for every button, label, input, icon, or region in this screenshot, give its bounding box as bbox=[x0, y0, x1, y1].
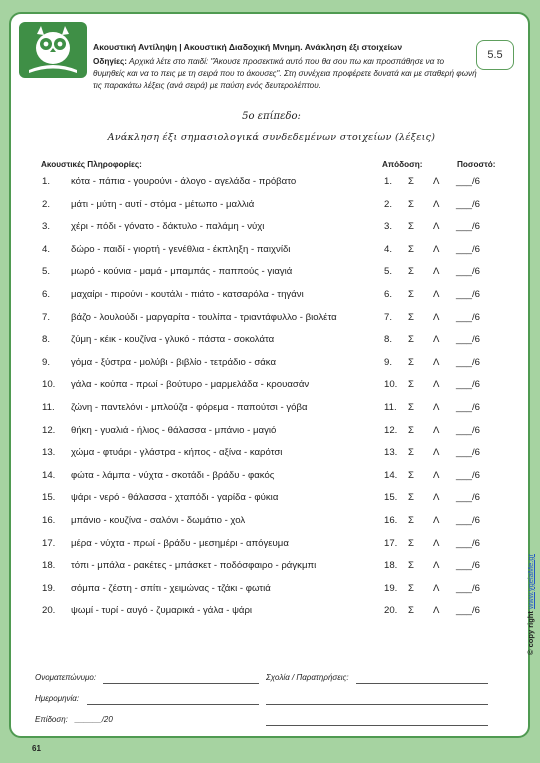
table-row bbox=[11, 266, 532, 286]
table-row bbox=[11, 221, 532, 241]
response-number: 11. bbox=[384, 402, 397, 413]
wrong-option[interactable]: Λ bbox=[433, 176, 440, 187]
level-heading: 5ο επίπεδο: bbox=[242, 111, 301, 122]
response-number: 7. bbox=[384, 311, 393, 323]
correct-option[interactable]: Σ bbox=[408, 221, 414, 233]
score-blank: ___/6 bbox=[456, 492, 481, 504]
item-number: 15. bbox=[42, 492, 56, 504]
score-blank: ___/6 bbox=[456, 402, 481, 413]
table-row bbox=[11, 560, 532, 580]
wrong-option[interactable]: Λ bbox=[433, 447, 440, 459]
wrong-option[interactable]: Λ bbox=[433, 469, 440, 481]
item-number: 12. bbox=[42, 424, 56, 436]
item-number: 8. bbox=[42, 334, 51, 346]
table-row bbox=[11, 538, 532, 558]
wrong-option[interactable]: Λ bbox=[433, 198, 440, 210]
correct-option[interactable]: Σ bbox=[408, 515, 414, 526]
table-row bbox=[11, 379, 532, 399]
score-blank: ___/6 bbox=[456, 560, 481, 572]
response-number: 2. bbox=[384, 198, 393, 210]
table-row bbox=[11, 583, 532, 603]
item-number: 19. bbox=[42, 582, 56, 594]
word-sequence: μέρα - νύχτα - πρωί - βράδυ - μεσημέρι - απόγευμα bbox=[71, 537, 289, 549]
correct-option[interactable]: Σ bbox=[408, 379, 414, 391]
table-row bbox=[11, 447, 532, 467]
score-value: ______/20 bbox=[75, 715, 113, 724]
score-blank: ___/6 bbox=[456, 447, 481, 459]
item-number: 10. bbox=[42, 379, 56, 391]
response-number: 16. bbox=[384, 515, 398, 526]
score-blank: ___/6 bbox=[456, 289, 481, 300]
score-blank: ___/6 bbox=[456, 424, 481, 436]
response-number: 19. bbox=[384, 582, 398, 594]
table-row bbox=[11, 334, 532, 354]
notes-line-3[interactable] bbox=[266, 725, 488, 726]
wrong-option[interactable]: Λ bbox=[433, 356, 440, 368]
table-row bbox=[11, 402, 532, 422]
wrong-option[interactable]: Λ bbox=[433, 605, 440, 617]
word-sequence: μπάνιο - κουζίνα - σαλόνι - δωμάτιο - χολ bbox=[71, 515, 246, 526]
score-blank: ___/6 bbox=[456, 198, 481, 210]
score-blank: ___/6 bbox=[456, 605, 481, 617]
correct-option[interactable]: Σ bbox=[408, 447, 414, 459]
wrong-option[interactable]: Λ bbox=[433, 243, 440, 255]
table-row bbox=[11, 492, 532, 512]
copyright-label: © copy right bbox=[526, 609, 535, 655]
word-sequence: ψάρι - νερό - θάλασσα - χταπόδι - γαρίδα - φύκια bbox=[71, 492, 279, 504]
response-number: 12. bbox=[384, 424, 398, 436]
wrong-option[interactable]: Λ bbox=[433, 402, 440, 413]
response-number: 1. bbox=[384, 176, 393, 187]
table-row bbox=[11, 176, 532, 196]
wrong-option[interactable]: Λ bbox=[433, 221, 440, 233]
word-sequence: γόμα - ξύστρα - μολύβι - βιβλίο - τετράδιο - σάκα bbox=[71, 356, 277, 368]
word-sequence: γάλα - κούπα - πρωί - βούτυρο - μαρμελάδα - κρουασάν bbox=[71, 379, 310, 391]
score-blank: ___/6 bbox=[456, 176, 481, 187]
instructions-label: Οδηγίες: bbox=[93, 57, 128, 66]
word-sequence: τόπι - μπάλα - ρακέτες - μπάσκετ - ποδόσφαιρο - ράγκμπι bbox=[71, 560, 317, 572]
word-sequence: ζύμη - κέικ - κουζίνα - γλυκό - πάστα - σοκολάτα bbox=[71, 334, 275, 346]
score-label: Επίδοση: bbox=[35, 715, 68, 724]
word-sequence: μάτι - μύτη - αυτί - στόμα - μέτωπο - μαλλιά bbox=[71, 198, 255, 210]
exercise-number-badge: 5.5 bbox=[476, 40, 514, 70]
word-sequence: φώτα - λάμπα - νύχτα - σκοτάδι - βράδυ - φακός bbox=[71, 469, 275, 481]
item-number: 18. bbox=[42, 560, 56, 572]
score-blank: ___/6 bbox=[456, 582, 481, 594]
notes-line-2[interactable] bbox=[266, 704, 488, 705]
item-number: 17. bbox=[42, 537, 56, 549]
page-number: 61 bbox=[32, 744, 41, 753]
word-sequence: δώρο - παιδί - γιορτή - γενέθλια - έκπληξη - παιχνίδι bbox=[71, 243, 291, 255]
column-header-response: Απόδοση: bbox=[382, 160, 423, 169]
name-line[interactable] bbox=[103, 683, 259, 684]
response-number: 14. bbox=[384, 469, 398, 481]
response-number: 13. bbox=[384, 447, 398, 459]
exercise-subtitle: Ανάκληση έξι σημασιολογικά συνδεδεμένων στοιχείων (λέξεις) bbox=[107, 132, 436, 143]
table-row bbox=[11, 244, 532, 264]
word-sequence: κότα - πάπια - γουρούνι - άλογο - αγελάδα - πρόβατο bbox=[71, 176, 297, 187]
item-number: 16. bbox=[42, 515, 56, 526]
correct-option[interactable]: Σ bbox=[408, 198, 414, 210]
item-number: 6. bbox=[42, 289, 51, 300]
correct-option[interactable]: Σ bbox=[408, 492, 414, 504]
word-sequence: θήκη - γυαλιά - ήλιος - θάλασσα - μπάνιο - μαγιό bbox=[71, 424, 277, 436]
response-number: 20. bbox=[384, 605, 398, 617]
copyright-link[interactable]: www.ygeiaMe.gr bbox=[526, 554, 535, 610]
owl-book-logo-icon bbox=[19, 22, 87, 78]
worksheet-title: Ακουστική Αντίληψη | Ακουστική Διαδοχική Μνημη. Ανάκληση έξι στοιχείων bbox=[93, 42, 403, 52]
table-row bbox=[11, 199, 532, 219]
instructions bbox=[93, 56, 478, 92]
word-sequence: βάζο - λουλούδι - μαργαρίτα - τουλίπα - τριαντάφυλλο - βιολέτα bbox=[71, 311, 337, 323]
response-number: 15. bbox=[384, 492, 398, 504]
score-blank: ___/6 bbox=[456, 266, 481, 278]
item-number: 4. bbox=[42, 243, 51, 255]
column-header-percent: Ποσοστό: bbox=[457, 160, 496, 169]
correct-option[interactable]: Σ bbox=[408, 356, 414, 368]
table-row bbox=[11, 312, 532, 332]
correct-option[interactable]: Σ bbox=[408, 402, 414, 413]
score-blank: ___/6 bbox=[456, 356, 481, 368]
response-number: 4. bbox=[384, 243, 393, 255]
correct-option[interactable]: Σ bbox=[408, 243, 414, 255]
word-sequence: ζώνη - παντελόνι - μπλούζα - φόρεμα - παπούτσι - γόβα bbox=[71, 402, 308, 413]
correct-option[interactable]: Σ bbox=[408, 424, 414, 436]
correct-option[interactable]: Σ bbox=[408, 605, 414, 617]
wrong-option[interactable]: Λ bbox=[433, 515, 440, 526]
table-row bbox=[11, 515, 532, 535]
correct-option[interactable]: Σ bbox=[408, 582, 414, 594]
item-number: 9. bbox=[42, 356, 51, 368]
worksheet-card bbox=[9, 12, 535, 738]
response-number: 9. bbox=[384, 356, 393, 368]
correct-option[interactable]: Σ bbox=[408, 334, 414, 346]
item-number: 3. bbox=[42, 221, 51, 233]
wrong-option[interactable]: Λ bbox=[433, 537, 440, 549]
wrong-option[interactable]: Λ bbox=[433, 424, 440, 436]
word-sequence: μαχαίρι - πιρούνι - κουτάλι - πιάτο - κατσαρόλα - τηγάνι bbox=[71, 289, 304, 300]
date-label: Ημερομηνία: bbox=[35, 694, 80, 703]
date-line[interactable] bbox=[87, 704, 259, 705]
table-row bbox=[11, 470, 532, 490]
item-number: 14. bbox=[42, 469, 56, 481]
score-blank: ___/6 bbox=[456, 221, 481, 233]
correct-option[interactable]: Σ bbox=[408, 289, 414, 300]
item-number: 11. bbox=[42, 402, 55, 413]
wrong-option[interactable]: Λ bbox=[433, 334, 440, 346]
score-blank: ___/6 bbox=[456, 515, 481, 526]
table-row bbox=[11, 425, 532, 445]
item-number: 13. bbox=[42, 447, 56, 459]
response-number: 17. bbox=[384, 537, 398, 549]
column-header-info: Ακουστικές Πληροφορίες: bbox=[41, 160, 142, 169]
item-number: 5. bbox=[42, 266, 51, 278]
table-row bbox=[11, 605, 532, 625]
word-sequence: μωρό - κούνια - μαμά - μπαμπάς - παππούς - γιαγιά bbox=[71, 266, 293, 278]
word-sequence: ψωμί - τυρί - αυγό - ζυμαρικά - γάλα - ψάρι bbox=[71, 605, 253, 617]
correct-option[interactable]: Σ bbox=[408, 560, 414, 572]
table-row bbox=[11, 357, 532, 377]
table-row bbox=[11, 289, 532, 309]
correct-option[interactable]: Σ bbox=[408, 266, 414, 278]
wrong-option[interactable]: Λ bbox=[433, 492, 440, 504]
response-number: 6. bbox=[384, 289, 393, 300]
name-label: Ονοματεπώνυμο: bbox=[35, 673, 97, 682]
score-blank: ___/6 bbox=[456, 469, 481, 481]
wrong-option[interactable]: Λ bbox=[433, 266, 440, 278]
wrong-option[interactable]: Λ bbox=[433, 582, 440, 594]
score-blank: ___/6 bbox=[456, 311, 481, 323]
score-blank: ___/6 bbox=[456, 379, 481, 391]
correct-option[interactable]: Σ bbox=[408, 537, 414, 549]
copyright-note bbox=[526, 554, 535, 655]
score-blank: ___/6 bbox=[456, 243, 481, 255]
response-number: 18. bbox=[384, 560, 398, 572]
item-number: 1. bbox=[42, 176, 51, 187]
item-number: 20. bbox=[42, 605, 56, 617]
wrong-option[interactable]: Λ bbox=[433, 379, 440, 391]
score-blank: ___/6 bbox=[456, 334, 481, 346]
wrong-option[interactable]: Λ bbox=[433, 311, 440, 323]
word-sequence: χέρι - πόδι - γόνατο - δάκτυλο - παλάμη - νύχι bbox=[71, 221, 265, 233]
item-number: 7. bbox=[42, 311, 51, 323]
response-number: 8. bbox=[384, 334, 393, 346]
response-number: 5. bbox=[384, 266, 393, 278]
wrong-option[interactable]: Λ bbox=[433, 560, 440, 572]
school-label: Σχολία / Παρατηρήσεις: bbox=[266, 673, 349, 682]
score-blank: ___/6 bbox=[456, 537, 481, 549]
correct-option[interactable]: Σ bbox=[408, 469, 414, 481]
wrong-option[interactable]: Λ bbox=[433, 289, 440, 300]
word-sequence: χώμα - φτυάρι - γλάστρα - κήπος - αξίνα - καρότσι bbox=[71, 447, 283, 459]
word-sequence: σόμπα - ζέστη - σπίτι - χειμώνας - τζάκι - φωτιά bbox=[71, 582, 271, 594]
school-line[interactable] bbox=[356, 683, 488, 684]
instructions-text: Αρχικά λέτε στο παιδί: "Άκουσε προσεκτικά αυτό που θα σου πω και προσπάθησε να το θυμηθείς και να το πεις με τη σειρά που το άκουσες". Στη συνέχεια προφέρετε δυνατά και με σταθερή φωνή τις παρακάτω λέξεις (ανά σειρά) με παύση ενός δευτερολέπτου. bbox=[93, 57, 477, 90]
correct-option[interactable]: Σ bbox=[408, 176, 414, 187]
correct-option[interactable]: Σ bbox=[408, 311, 414, 323]
item-number: 2. bbox=[42, 198, 51, 210]
response-number: 3. bbox=[384, 221, 393, 233]
response-number: 10. bbox=[384, 379, 398, 391]
